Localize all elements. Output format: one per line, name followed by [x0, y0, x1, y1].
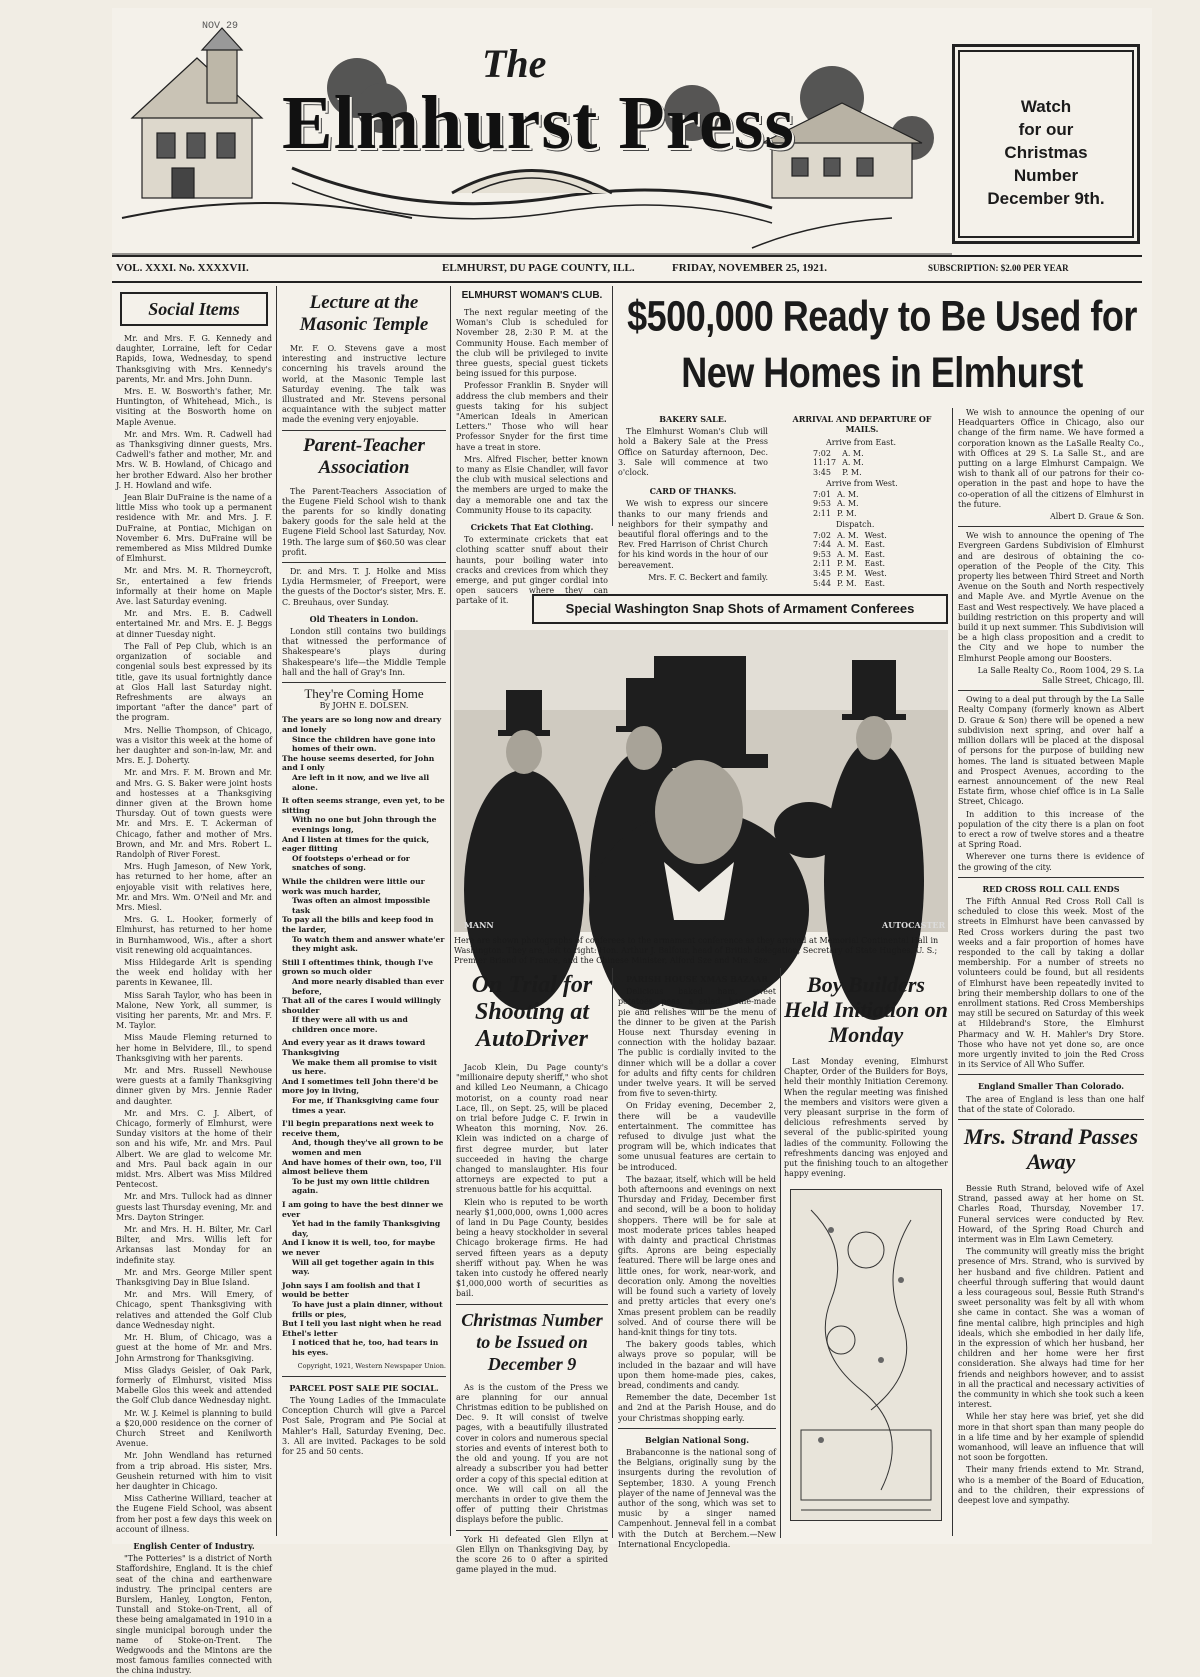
poem-title: They're Coming Home: [304, 686, 424, 702]
column-rule: [952, 408, 953, 1536]
mail-cell: P. M.: [836, 568, 857, 578]
poem-line: But I tell you last night when he read Ethel's letter: [282, 1319, 442, 1338]
thanks-text: We wish to express our sincere thanks to our many friends and neighbors for their sympathy and beautiful floral offerings and to the Rev. Fred Harrison of Christ Church for his kind words in the hour of our bereavement.: [618, 499, 768, 570]
industry-heading: English Center of Industry.: [133, 1540, 255, 1551]
column-two: [282, 288, 446, 1538]
social-item: Mr. H. Blum, of Chicago, was a guest at the home of Mr. and Mrs. John Armstrong for Thanksgiving.: [116, 1333, 272, 1363]
title-the: The: [482, 41, 547, 86]
poem-line: To pay all the bills and keep food in the larder,: [282, 915, 434, 934]
mail-cell: East.: [864, 559, 886, 569]
poem-line: The years are so long now and dreary and lonely: [282, 715, 442, 735]
poem-line: Still I oftentimes think, though I've grown so much older: [282, 957, 434, 977]
mail-cell: 7:02: [813, 448, 831, 458]
mail-cell: P. M.: [842, 467, 862, 477]
mail-cell: 3:45: [813, 568, 831, 578]
social-column: [116, 288, 272, 1676]
dispatch-table: [810, 531, 890, 589]
mail-row: [810, 509, 862, 519]
trial-text: Jacob Klein, Du Page county's "millionaire deputy sheriff," who shot and killed Leo Neumann, a Chicago motorist, on a county road near Lace, Ill., on Sept. 25, will be placed on trial before Judge C. F. Irwin in Wheaton this morning, Nov. 26. Klein was indicted on a charge of first degree murder, but later succeeded in having the charge changed to manslaughter. His four attorneys are expected to put a strenuous battle for his acquittal.: [456, 1063, 608, 1195]
poem-line: And more nearly disabled than ever before,: [292, 976, 444, 996]
received-stamp: NOV 29: [202, 21, 239, 32]
social-item: Mr. and Mrs. Russell Newhouse were guests at a family Thanksgiving dinner given by Mrs. Jennie Rader and daughter.: [116, 1066, 272, 1106]
thanks-heading: CARD OF THANKS.: [649, 486, 737, 497]
belgian-text: Brabanconne is the national song of the Belgians, originally sung by the insurgents during the revolution of September, 1830. A young French player of the name of Jenneval was the author of the song, which was set to music by a singer named Campenhout. Jenneval fell in a combat with the Dutch at Berchem.—New International Encyclopedia.: [618, 1447, 776, 1549]
divider: [958, 690, 1144, 691]
mail-row: [810, 550, 890, 560]
mail-cell: 5:44: [813, 578, 831, 588]
bakery-text: The Elmhurst Woman's Club will hold a Bakery Sale at the Press Office on Saturday afternoon, Dec. 3. Sale will commence at two o'clock.: [618, 427, 768, 478]
watch-line: Number: [1013, 166, 1079, 185]
christmas-number-heading: Christmas Number to be Issued on December 9: [461, 1309, 603, 1374]
mail-cell: East.: [864, 549, 886, 559]
deal-text: Owing to a deal put through by the La Salle Realty Company (formerly known as Albert D. Graue & Son) there will be opened a new subdivision next spring, and over half a million dollars will be placed at the disposal of persons for the purpose of building new homes. The land is situated between Maple and Prospect Avenues, according to the earnest announcement of the new Real Estate firm, whose chief office is in La Salle Street, Chicago.: [958, 695, 1144, 807]
poem-line: Of footsteps o'erhead or for snatches of song.: [292, 853, 410, 873]
social-item: Jean Blair DuFraine is the name of a little Miss who took up a permanent residence with Mr. and Mrs. J. F. DuFraine, at Pontiac, Michigan on November 6. Mrs. DuFraine will be remembered as Miss Mildred Dumke of Elmhurst.: [116, 493, 272, 564]
mail-cell: 3:45: [813, 467, 831, 477]
mail-row: [810, 569, 890, 579]
divider: [282, 1376, 446, 1377]
club-text: Mrs. Alfred Fischer, better known to many as Elsie Chandler, will favor the club with musical selections and the members are urged to make the day a memorable one and tax the Community House to its capacity.: [456, 454, 608, 515]
poem-line: To watch them and answer whate'er they might ask.: [292, 934, 445, 954]
bazaar-text: On Friday evening, December 2, there will be a vaudeville entertainment. The committee has refused to divulge just what the program will be, which indicates that some unusual features are certain to be introduced.: [618, 1101, 776, 1172]
parcel-heading: PARCEL POST SALE PIE SOCIAL.: [289, 1382, 439, 1393]
poem-line: And, though they've all grown to be women and men: [292, 1138, 444, 1158]
poem-line: While the children were little our work was much harder,: [282, 876, 425, 896]
photo-heading: Special Washington Snap Shots of Armament Conferees: [532, 594, 948, 624]
gardens-signature: La Salle Realty Co., Room 1004, 29 S. La Salle Street, Chicago, Ill.: [977, 665, 1144, 686]
social-item: Mrs. Nellie Thompson, of Chicago, was a visitor this week at the home of her daughter and son-in-law, Mr. and Mrs. E. J. Doherty.: [116, 725, 272, 766]
social-item: Miss Hildegarde Arlt is spending the week end holiday with her parents in Kewanee, Ill.: [116, 957, 272, 988]
divider: [456, 1530, 608, 1531]
headquarters-announcement: We wish to announce the opening of our Headquarters Office in Chicago, also our change of the firm name. We have formed a corporation known as the LaSalle Realty Co., with Offices at 29 S. La Salle St., and are putting on a large Elmhurst Campaign. We wish to thank all of our patrons for their co-operation in the past and hope to have the co-operation of all the citizens of Elmhurst in the future.: [958, 408, 1144, 509]
mail-cell: 11:17: [813, 458, 837, 468]
right-column: [958, 408, 1144, 1536]
watch-line: for our: [1018, 120, 1074, 139]
poem-author: By JOHN E. DOLSEN.: [319, 701, 409, 711]
social-item: Mr. and Mrs. F. M. Brown and Mr. and Mrs. G. S. Baker were joint hosts and hostesses at a Thanksgiving dinner given at the Brown home Thursday. Out of town guests were Mr. and Mrs. E. T. Ackerman of Chicago, father and mother of Mrs. Brown, and Mr. and Mrs. Robert L. Randolph of River Forest.: [116, 768, 272, 859]
mails-heading: ARRIVAL AND DEPARTURE OF MAILS.: [792, 414, 932, 435]
trial-column: [456, 968, 608, 1575]
dateline: [112, 255, 1142, 283]
bazaar-heading: PARISH HOUSE XMAS BAZAAR: [625, 974, 769, 984]
crickets-text: To exterminate crickets that eat clothing scatter snuff about their haunts, pour boiling water into cracks and crevices from which they emerge, and put ginger cordial into open saucers where they can partake of it.: [456, 535, 608, 606]
theaters-heading: Old Theaters in London.: [309, 613, 419, 624]
mail-cell: 9:53: [813, 549, 831, 559]
mail-cell: A. M.: [842, 458, 864, 468]
social-item: Mr. and Mrs. George Miller spent Thanksgiving Day in Blue Island.: [116, 1267, 272, 1288]
column-rule: [612, 286, 613, 526]
deal-text: Wherever one turns there is evidence of the growing of the city.: [958, 852, 1144, 872]
poem-line: Will all get together again in this way.: [292, 1257, 434, 1277]
poem-line: If they were all with us and children once more.: [292, 1015, 408, 1034]
strand-text: While her stay here was brief, yet she did more in that short span than many people do in a life time and by her example of splendid womanhood, will leave an influence that will not soon be forgotten.: [958, 1412, 1144, 1463]
womans-club-column: [456, 288, 608, 606]
strand-text: Bessie Ruth Strand, beloved wife of Axel Strand, passed away at her home on St. Charles Road, Thursday, November 17. Funeral services were conducted by Rev. Howard, of the Spring Road Church and interment was in Elm Lawn Cemetery.: [958, 1184, 1144, 1245]
subscription-price: SUBSCRIPTION: $2.00 PER YEAR: [928, 263, 1069, 273]
mail-cell: 2:11: [813, 559, 831, 569]
social-item: Miss Sarah Taylor, who has been in Malone, New York, all summer, is visiting her parents, Mr. and Mrs. F. M. Taylor.: [116, 990, 272, 1031]
gardens-announcement: We wish to announce the opening of The Evergreen Gardens Subdivision of Elmhurst and are desirous of obtaining the co-operation of the People of the City. This property lies between Third Street and North Avenue on the South and North respectively and Maple Ave. and Myrtle Avenue on the East and West respectively. We have placed a building restriction on this property and will build it up next summer. This Subdivision will be a high class proposition and a credit to the City and we hope to number the Elmhurst People among our Boosters.: [958, 531, 1144, 663]
mail-row: [810, 490, 862, 500]
poem-line: For me, if Thanksgiving came four times a year.: [292, 1096, 439, 1115]
trial-heading: On Trial for Shooting at AutoDriver: [471, 972, 593, 1052]
belgian-heading: Belgian National Song.: [644, 1434, 749, 1445]
poem-line: And every year as it draws toward Thanksgiving: [282, 1038, 426, 1058]
poem-line: I'll begin preparations next week to receive them,: [282, 1119, 434, 1138]
location: ELMHURST, DU PAGE COUNTY, ILL.: [442, 262, 635, 274]
photo-caption: Here are shown photographs of conferees to the armament conference as they arrived at Memorial Continental Hall in Washington. They are, left to right: Hon. Arthur J. Balfour, head of British delegation; Secretary of State Hughes, U. S.; Premier Briand of France, and the Chinese Minister, Alford Sze and Mrs. Sze.: [454, 936, 939, 965]
mail-cell: 9:53: [813, 499, 831, 509]
bakery-block: [618, 408, 768, 580]
poem-line: Since the children have gone into homes of their own.: [292, 734, 436, 754]
announcement-signature: Albert D. Graue & Son.: [1049, 512, 1144, 522]
decorative-illustration: [790, 1189, 942, 1521]
mail-cell: P. M.: [836, 508, 857, 518]
social-item: Miss Maude Fleming returned to her home in Belvidere, Ill., to spend Thanksgiving with her parents.: [116, 1033, 272, 1063]
york-text: York Hi defeated Glen Ellyn at Glen Ellyn on Thanksgiving Day, by the score 26 to 0 after a spirited game played in the mud.: [456, 1534, 608, 1575]
builders-column: [784, 968, 948, 1538]
divider: [456, 1304, 608, 1305]
christmas-number-box: [952, 44, 1140, 244]
divider: [958, 526, 1144, 527]
divider: [618, 1428, 776, 1429]
industry-text: "The Potteries" is a district of North Staffordshire, England. It is the chief seat of the china and earthenware industry. The principal centers are Burslem, Hanley, Longton, Fenton, Tunstall and Stoke-on-Trent, all of these being amalgamated in 1910 in a single municipal borough under the name of Stoke-on-Trent. The Wedgwoods and the Mintons are the most famous families connected with the china industry.: [116, 1554, 272, 1676]
column-rule: [450, 286, 451, 1536]
watch-line: Christmas: [1004, 143, 1088, 162]
red-cross-heading: RED CROSS ROLL CALL ENDS: [982, 883, 1120, 894]
poem-line: That all of the cares I would willingly shoulder: [282, 996, 441, 1015]
social-item: Mrs. E. W. Bosworth's father, Mr. Huntington, of Whitehead, Mich., is visiting at the Bosworth home on Maple Avenue.: [116, 387, 272, 427]
divider: [282, 562, 446, 563]
poem-line: And I listen at times for the quick, eager flitting: [282, 834, 430, 854]
mail-cell: 7:01: [813, 489, 831, 499]
watch-line: Watch: [1020, 97, 1072, 116]
newspaper-title: Elmhurst Press: [282, 81, 795, 165]
bazaar-text: Delicious baked ham, sweet potatoes, peas, a salad, home-made pie and relishes will be the menu of the dinner to be given at the Parish House next Thursday evening in connection with the holiday bazaar. The public is cordially invited to the dinner which will be a dollar a cover for adults and fifty cents for children under twelve years. It will be served from five to seven-thirty.: [618, 987, 776, 1099]
social-item: Mrs. G. L. Hooker, formerly of Elmhurst, has returned to her home in Burnhamwood, Wis., after a short visit renewing old acquaintances.: [116, 915, 272, 955]
mail-row: [810, 559, 890, 569]
england-heading: England Smaller Than Colorado.: [977, 1081, 1125, 1092]
social-item: Mr. and Mrs. F. G. Kennedy and daughter, Lorraine, left for Cedar Rapids, Iowa, Wednesday, to spend Thanksgiving with Mrs. Kennedy's parents, Mr. and Mrs. John Dunn.: [116, 334, 272, 384]
mail-cell: West.: [864, 530, 887, 540]
divider: [282, 430, 446, 431]
lecture-heading: Lecture at the Masonic Temple: [299, 292, 429, 335]
arrive-east-table: [810, 449, 867, 478]
mail-cell: West.: [864, 568, 887, 578]
bazaar-text: The bakery goods tables, which always prove so popular, will be included in the bazaar and will have upon them home-made pies, cakes, bread, condiments and candy.: [618, 1340, 776, 1390]
column-rule: [780, 968, 781, 1538]
parcel-text: The Young Ladies of the Immaculate Conception Church will give a Parcel Post Sale, Program and Pie Social at Mahler's Hall, Saturday Evening, Dec. 3. All are invited. Packages to be sold for 25 and 50 cents.: [282, 1395, 446, 1456]
poem-line: With no one but John through the evenings long,: [292, 815, 437, 835]
social-item: Mr. W. J. Keimel is planning to build a $20,000 residence on the corner of Church Street and Kenilworth Avenue.: [116, 1408, 272, 1449]
social-item: Mr. and Mrs. Wm. R. Cadwell had as Thanksgiving dinner guests, Mrs. Cadwell's father and mother, Mr. and Mrs. W. B. Howland, of Chicago and her brother Edward. Also her brother J. H. Howland and wife.: [116, 429, 272, 490]
deal-text: In addition to this increase of the population of the city there is a plan on foot to erect a row of twelve stores and a theatre at Spring Road.: [958, 809, 1144, 850]
crickets-heading: Crickets That Eat Clothing.: [470, 522, 594, 533]
poem-line: And have homes of their own, too, I'll almost believe them: [282, 1157, 442, 1177]
poem-line: I am going to have the best dinner we ever: [282, 1199, 444, 1219]
divider: [958, 1119, 1144, 1120]
social-heading: Social Items: [120, 292, 268, 326]
mail-row: [810, 579, 890, 589]
strand-heading: Mrs. Strand Passes Away: [963, 1124, 1139, 1174]
social-item: Mr. and Mrs. Will Emery, of Chicago, spent Thanksgiving with relatives and attended the Golf Club dance Wednesday night.: [116, 1290, 272, 1330]
mail-cell: East.: [864, 540, 886, 550]
arrive-west-heading: Arrive from West.: [826, 479, 898, 489]
issue-date: FRIDAY, NOVEMBER 25, 1921.: [672, 262, 828, 274]
christmas-number-text: As is the custom of the Press we are planning for our annual Christmas edition to be published on Dec. 9. It will consist of twelve pages, with a beautifully illustrated cover in colors and numerous special stories and events of interest both to the old and young. If you are not already a subscriber you had better order a copy of this special edition at once. We will call on all the merchants in order to give them the offer of putting their Christmas displays before the public.: [456, 1382, 608, 1525]
bazaar-text: Remember the date, December 1st and 2nd at the Parish House, and do your Christmas shopping early.: [618, 1393, 776, 1423]
builders-text: Last Monday evening, Elmhurst Chapter, Order of the Builders for Boys, held their monthly Initiation Ceremony. When the regular meeting was finished the members and visitors were given a very pleasant surprise in the form of delicious refreshments served by several of the public-spirited young ladies of the community. Following the refreshments dancing was enjoyed and put the finishing touch to an altogether happy evening.: [784, 1057, 948, 1179]
mail-row: [810, 458, 867, 468]
trial-text: Klein who is reputed to be worth nearly $1,000,000, owns 1,000 acres of land in Du Page County, besides being a heavy stockholder in several Chicago brokerage firms. He had served fifteen years as a deputy sheriff without pay. When he was taken into custody he offered nearly $1,000,000 worth of securities as bail.: [456, 1197, 608, 1299]
divider: [958, 1074, 1144, 1075]
mail-cell: A. M.: [836, 499, 859, 509]
club-heading: ELMHURST WOMAN'S CLUB.: [461, 290, 603, 301]
social-item: Mr. and Mrs. Tullock had as dinner guests last Thursday evening, Mr. and Mrs. Dayton Stringer.: [116, 1192, 272, 1222]
social-item: Mr. and Mrs. C. J. Albert, of Chicago, formerly of Elmhurst, were Sunday visitors at the home of their son and his wife, Mr. and Mrs. Paul Albert. We are glad to welcome Mr. and Mrs. Paul back again in our midst. Mrs. Albert was Miss Mildred Pentecost.: [116, 1108, 272, 1190]
arrive-east-heading: Arrive from East.: [826, 438, 896, 448]
mail-cell: East.: [864, 578, 886, 588]
strand-text: The community will greatly miss the bright presence of Mrs. Strand, who is survived by her husband and five children. Patient and cheerful through suffering that would daunt a less courageous soul, Bessie Ruth Strand's sweet personality was felt by all with whom she came in contact. She was a woman of fine mental calibre, high principles and high ideals, which she embodied in her daily life, in the expression of which her husband, her children and her home were her first consideration. She always had time for her friends and neighbors however, and to assist in all the practical and necessary activities of the community in which she took such a keen interest.: [958, 1247, 1144, 1410]
mail-row: [810, 468, 867, 478]
dispatch-heading: Dispatch.: [836, 520, 875, 530]
mail-cell: A. M.: [842, 448, 864, 458]
copyright: Copyright, 1921, Western Newspaper Union.: [297, 1362, 446, 1371]
mail-cell: P. M.: [836, 559, 857, 569]
arrive-west-table: [810, 490, 862, 519]
mail-cell: 2:11: [813, 508, 831, 518]
poem-line: And I know it is well, too, for maybe we never: [282, 1238, 436, 1257]
mail-cell: 7:02: [813, 530, 831, 540]
armament-conferees-photo: [454, 630, 948, 932]
watch-line: December 9th.: [987, 189, 1105, 208]
england-text: The area of England is less than one half that of the state of Colorado.: [958, 1094, 1144, 1114]
masthead: [112, 18, 952, 258]
holke-text: Dr. and Mrs. T. J. Holke and Miss Lydia Hermsmeier, of Freeport, were the guests of the Doctor's sister, Mrs. E. C. Breuhaus, over Sunday.: [282, 567, 446, 607]
poem-line: Yet had in the family Thanksgiving day,: [292, 1219, 441, 1238]
mail-row: [810, 540, 890, 550]
pta-heading: Parent-Teacher Association: [303, 434, 425, 478]
pta-text: The Parent-Teachers Association of the Eugene Field School wish to thank the parents for so kindly donating bakery goods for the sale held at the Eugene Field School last Saturday, Nov. 19th. The large sum of $60.50 was clear profit.: [282, 486, 446, 557]
club-text: The next regular meeting of the Woman's Club is scheduled for November 28, 2:30 P. M. at the Community House. Each member of the club will be privileged to invite three guests, special guest tickets being issued for this purpose.: [456, 308, 608, 379]
mail-cell: P. M.: [836, 578, 857, 588]
bazaar-column: [618, 968, 776, 1549]
poem-line: I noticed that he, too, had tears in his eyes.: [292, 1338, 439, 1357]
mail-cell: 7:44: [813, 540, 831, 550]
poem-line: Are left in it now, and we live all alone.: [292, 773, 430, 792]
poem-line: And I sometimes tell John there'd be more joy in living,: [282, 1076, 439, 1096]
mails-block: [776, 408, 948, 588]
photo-credit-right: AUTOCASTER: [882, 920, 946, 930]
club-text: Professor Franklin B. Snyder will address the club members and their guests taking for his subject "American Ideals in American Letters." Those who will hear Professor Snyder for the first time have a treat in store.: [456, 381, 608, 452]
mail-cell: A. M.: [836, 549, 859, 559]
mail-cell: A. M.: [836, 489, 859, 499]
poem-line: It often seems strange, even yet, to be sitting: [282, 796, 445, 815]
social-item: Mrs. Hugh Jameson, of New York, has returned to her home, after an enjoyable visit with relatives here, Mr. and Mrs. Wm. O'Neil and Mr. and Mrs. Miesl.: [116, 862, 272, 912]
lecture-text: Mr. F. O. Stevens gave a most interesting and instructive lecture concerning his travels around the world, at the Masonic Temple last Saturday evening. The talk was illustrated and Mr. Stevens personal acquaintance with the subject matter made the evening very enjoyable.: [282, 344, 446, 425]
theaters-text: London still contains two buildings that witnessed the performance of Shakespeare's plays during Shakespeare's life—the Middle Temple hall and the hall of Gray's Inn.: [282, 627, 446, 677]
newspaper-page: [112, 8, 1152, 1676]
social-item: Mr. and Mrs. M. R. Thorneycroft, Sr., entertained a few friends informally at their home on Maple Ave. last Saturday evening.: [116, 566, 272, 607]
poem-body: [282, 715, 446, 1357]
social-item: Miss Gladys Geisler, of Oak Park, formerly of Elmhurst, visited Miss Mabelle Glos this week and attended the Golf Club dance Wednesday night.: [116, 1365, 272, 1406]
bakery-heading: BAKERY SALE.: [659, 414, 727, 424]
thanks-signature: Mrs. F. C. Beckert and family.: [648, 572, 768, 582]
red-cross-text: The Fifth Annual Red Cross Roll Call is scheduled to close this week. Most of the streets in Elmhurst have been canvassed by Red Cross workers during the past two weeks and a fair proportion of homes have responded to the call by taking a dollar membership. For a number of streets no volunteers could be found, but all residents of Elmhurst have been repeatedly invited to bring their membership dollars to one of the enrollment stations. Red Cross Memberships may still be secured on Saturday of this week at Hildebrand's Store, the Elmhurst Pharmacy and W. H. Mahler's Dry Store. Those who have not yet done so, are once more urgently invited to join the Red Cross in its Service of All Who Suffer.: [958, 896, 1144, 1070]
mail-row: [810, 531, 890, 541]
social-item: Mr. John Wendland has returned from a trip abroad. His sister, Mrs. Geushein returned with him to visit her daughter in Chicago.: [116, 1451, 272, 1491]
poem-line: To have just a plain dinner, without frills or pies,: [292, 1299, 443, 1319]
bazaar-text: The bazaar, itself, which will be held both afternoons and evenings on next Thursday and Friday, December first and second, will be a boon to holiday shoppers. There will be for sale at most moderate prices tables heaped with dainty and practical Christmas gifts. Aprons are being especially featured. There will be large ones and little ones, for work, near-work, and decoration only. Among the novelties will be found such a variety of lovely and pretty articles that every one's Xmas present problem can be readily solved. And of course there will be hand-knit things for tiny tots.: [618, 1174, 776, 1337]
volume-number: VOL. XXXI. No. XXXXVII.: [116, 262, 249, 274]
divider: [958, 877, 1144, 878]
builders-heading: Boy Builders Held Initiation on Monday: [784, 972, 948, 1047]
poem-line: We make them all promise to visit us here.: [292, 1057, 438, 1077]
poem-line: John says I am foolish and that I would be better: [282, 1280, 421, 1300]
column-rule: [612, 968, 613, 1538]
mail-cell: A. M.: [836, 530, 859, 540]
social-item: The Fall of Pep Club, which is an organization of sociable and congenial souls best expressed by its title, gave its usual fortnightly dance at Glos Hall last Saturday night. Refreshments are always an important "after the dance" part of the program.: [116, 641, 272, 723]
lead-headline: $500,000 Ready to Be Used for New Homes in Elmhurst: [627, 291, 1137, 397]
poem-line: The house seems deserted, for John and I only: [282, 753, 435, 773]
mail-row: [810, 499, 862, 509]
social-item: Mr. and Mrs. E. B. Cadwell entertained Mr. and Mrs. E. J. Beggs at dinner Tuesday night.: [116, 609, 272, 639]
poem-line: Twas often an almost impossible task: [292, 896, 431, 915]
column-rule: [276, 286, 277, 1536]
divider: [282, 682, 446, 683]
photo-credit-left: MANN: [464, 920, 494, 930]
mail-cell: A. M.: [836, 540, 859, 550]
mail-row: [810, 449, 867, 459]
social-item: Miss Catherine Williard, teacher at the Eugene Field School, was absent from her post a few days this week on account of illness.: [116, 1494, 272, 1534]
strand-text: Their many friends extend to Mr. Strand, who is a member of the Board of Education, and to the children, their expressions of deepest love and sympathy.: [958, 1465, 1144, 1506]
social-item: Mr. and Mrs. H. H. Bilter, Mr. Carl Bilter, and Mrs. Willis left for Arkansas last Monday for an indefinite stay.: [116, 1225, 272, 1265]
poem-line: To be just my own little children again.: [292, 1176, 430, 1196]
